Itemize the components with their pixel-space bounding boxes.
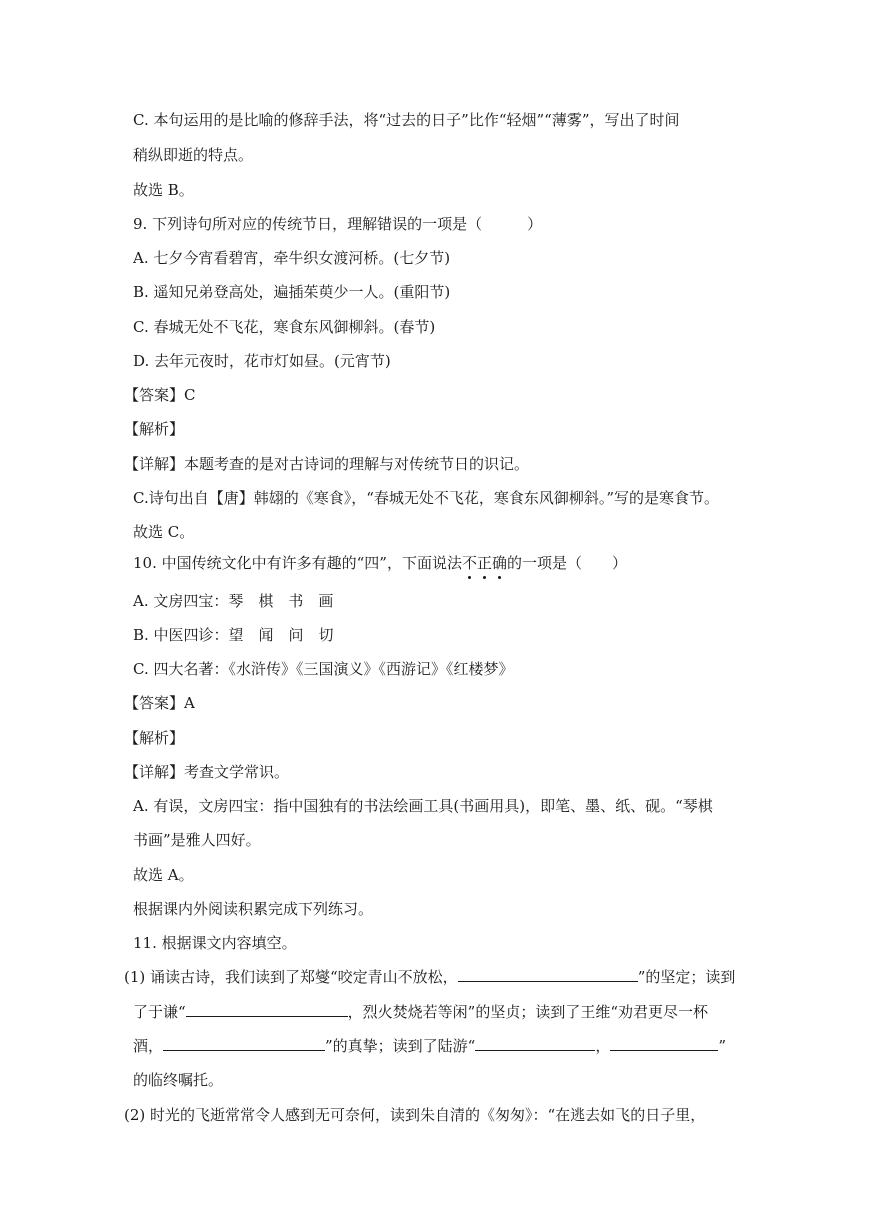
text-line: 故选 A。 <box>133 866 194 884</box>
option-a: A. 文房四宝：琴 棋 书 画 <box>133 592 334 610</box>
option-b: B. 中医四诊：望 闻 问 切 <box>133 626 334 644</box>
answer-blank[interactable] <box>610 1036 718 1051</box>
fill-text: ， <box>595 1037 611 1055</box>
fill-text: ，烈火焚烧若等闲”的坚贞；读到了王维“劝君更尽一杯 <box>347 1003 709 1021</box>
text-line: 书画”是雅人四好。 <box>133 831 261 849</box>
text-line: 故选 B。 <box>133 181 194 199</box>
text-line: 稍纵即逝的特点。 <box>133 146 254 164</box>
answer-blank[interactable] <box>186 1002 348 1017</box>
detail-text: 【详解】本题考查的是对古诗词的理解与对传统节日的识记。 <box>124 455 530 473</box>
question-text: 10. 中国传统文化中有许多有趣的“四”，下面说法 <box>133 554 462 572</box>
section-intro: 根据课内外阅读积累完成下列练习。 <box>133 900 374 918</box>
fill-text: ”的真挚；读到了陆游“ <box>325 1037 476 1055</box>
emphasis-char: 正 <box>476 554 492 572</box>
answer-label: 【答案】A <box>124 694 195 712</box>
detail-text: 【详解】考查文学常识。 <box>124 763 290 781</box>
fill-text: (1) 诵读古诗，我们读到了郑燮“咬定青山不放松， <box>124 968 458 986</box>
emphasis-char: 确 <box>492 554 508 572</box>
analysis-label: 【解析】 <box>124 420 185 438</box>
question-10 <box>133 553 627 573</box>
analysis-label: 【解析】 <box>124 729 185 747</box>
fill-text: 酒， <box>133 1037 164 1055</box>
text-line: C.诗句出自【唐】韩翃的《寒食》，“春城无处不飞花，寒食东风御柳斜。”写的是寒食节。 <box>133 489 720 507</box>
text-line: A. 有误，文房四宝：指中国独有的书法绘画工具(书画用具)，即笔、墨、纸、砚。“琴棋 <box>133 797 713 815</box>
answer-blank[interactable] <box>163 1036 325 1051</box>
text-line: 故选 C。 <box>133 523 195 541</box>
answer-label: 【答案】C <box>124 386 196 404</box>
text-line: 的临终嘱托。 <box>133 1071 224 1089</box>
text-line: C. 本句运用的是比喻的修辞手法，将“过去的日子”比作“轻烟”“薄雾”，写出了时间 <box>133 111 680 129</box>
fill-line <box>124 967 735 987</box>
fill-text: 了于谦“ <box>133 1003 186 1021</box>
text-line: (2) 时光的飞逝常常令人感到无可奈何，读到朱自清的《匆匆》：“在逃去如飞的日子里， <box>124 1106 706 1124</box>
option-b: B. 遥知兄弟登高处，遍插茱萸少一人。(重阳节) <box>133 283 451 301</box>
option-c: C. 四大名著：《水浒传》《三国演义》《西游记》《红楼梦》 <box>133 660 514 678</box>
fill-line <box>133 1002 708 1022</box>
emphasis-char: 不 <box>461 554 477 572</box>
option-c: C. 春城无处不飞花，寒食东风御柳斜。(春节) <box>133 318 436 336</box>
question-9: 9. 下列诗句所对应的传统节日，理解错误的一项是（ ） <box>133 215 543 233</box>
fill-text: ” <box>718 1037 727 1055</box>
option-d: D. 去年元夜时，花市灯如昼。(元宵节) <box>133 352 391 370</box>
answer-blank[interactable] <box>475 1036 595 1051</box>
question-11: 11. 根据课文内容填空。 <box>133 934 297 952</box>
fill-text: ”的坚定；读到 <box>637 968 736 986</box>
answer-blank[interactable] <box>458 967 638 982</box>
fill-line <box>133 1036 726 1056</box>
question-text: 的一项是（ ） <box>507 554 628 572</box>
option-a: A. 七夕今宵看碧宵，牵牛织女渡河桥。(七夕节) <box>133 249 451 267</box>
